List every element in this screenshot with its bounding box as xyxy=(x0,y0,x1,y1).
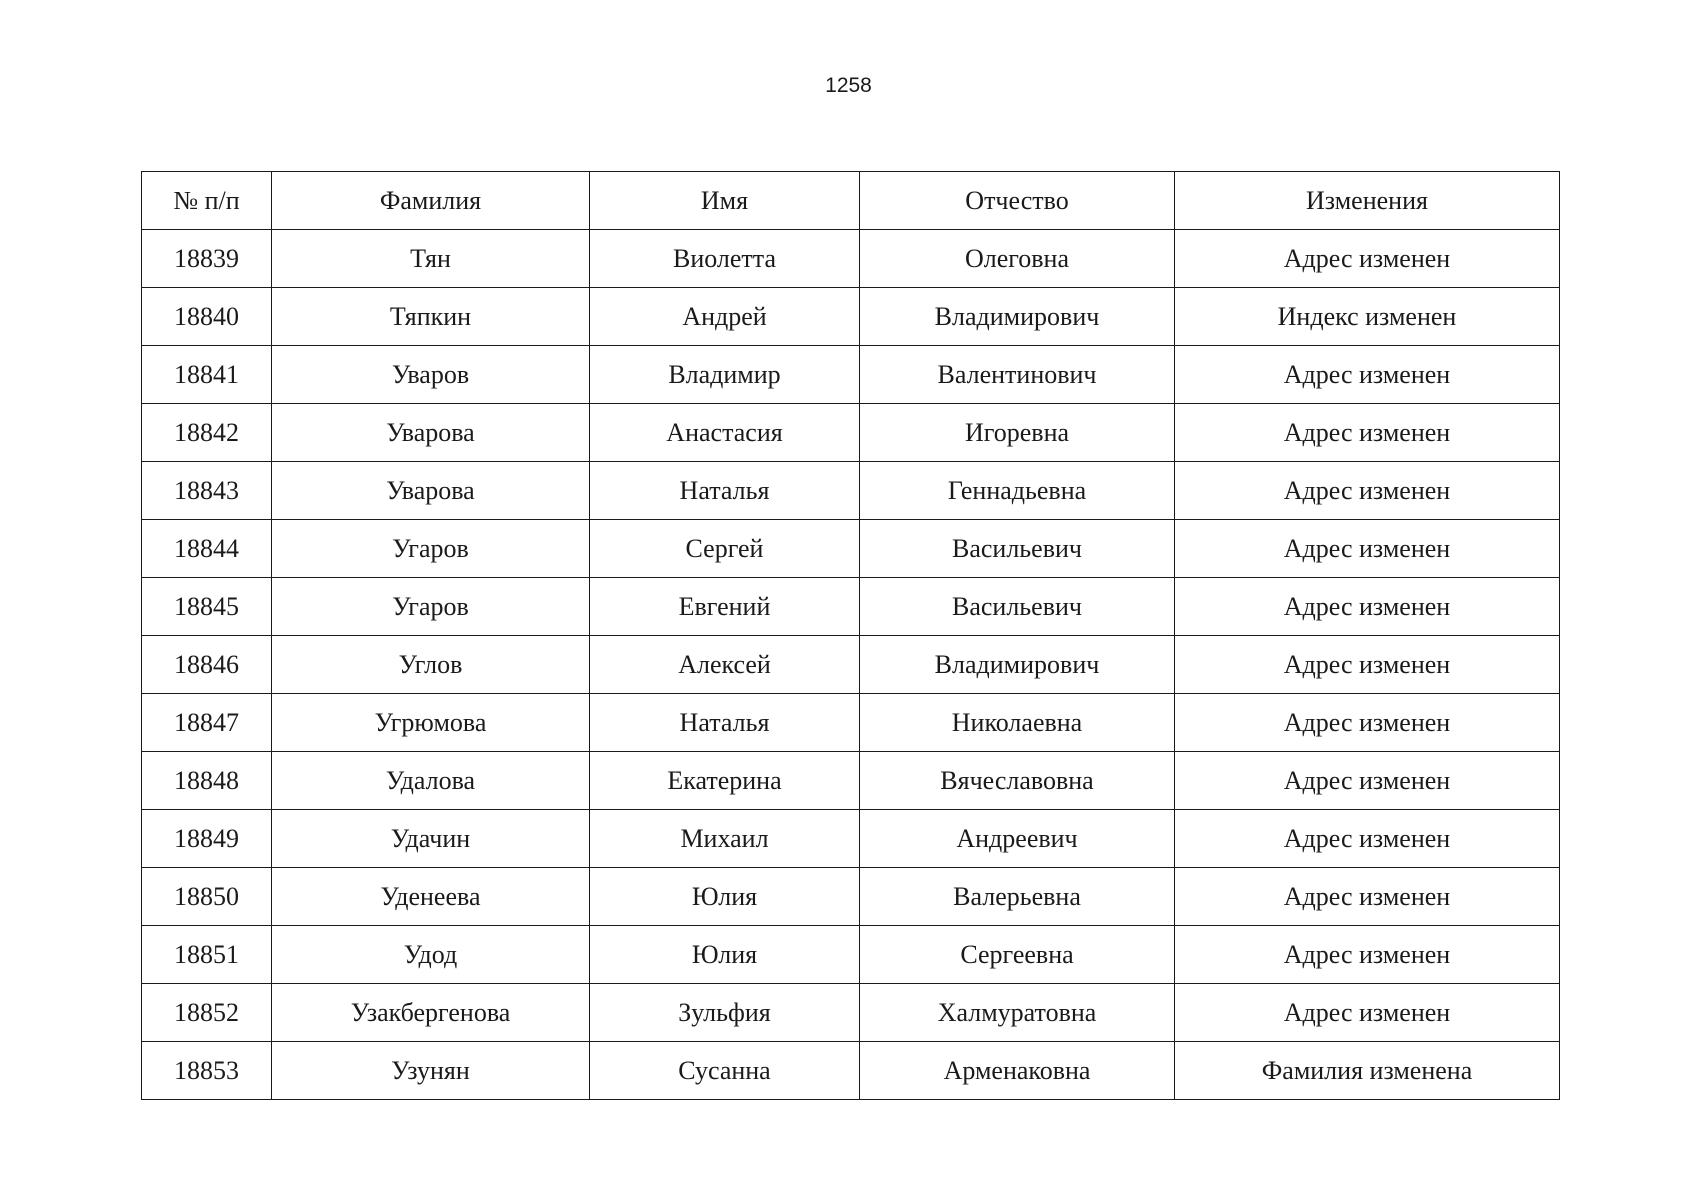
table-row xyxy=(142,984,1560,1042)
cell-patronymic: Вячеславовна xyxy=(860,752,1175,810)
header-last-name: Фамилия xyxy=(272,172,590,230)
cell-first-name: Анастасия xyxy=(590,404,860,462)
cell-last-name: Уварова xyxy=(272,404,590,462)
table-row xyxy=(142,346,1560,404)
cell-patronymic: Андреевич xyxy=(860,810,1175,868)
cell-last-name: Узакбергенова xyxy=(272,984,590,1042)
cell-patronymic: Арменаковна xyxy=(860,1042,1175,1100)
cell-changes: Адрес изменен xyxy=(1175,868,1560,926)
cell-changes: Адрес изменен xyxy=(1175,578,1560,636)
cell-patronymic: Владимирович xyxy=(860,636,1175,694)
table-row xyxy=(142,926,1560,984)
cell-num: 18853 xyxy=(142,1042,272,1100)
table-row xyxy=(142,694,1560,752)
cell-patronymic: Валентинович xyxy=(860,346,1175,404)
cell-changes: Адрес изменен xyxy=(1175,230,1560,288)
table-row xyxy=(142,636,1560,694)
cell-num: 18851 xyxy=(142,926,272,984)
cell-num: 18844 xyxy=(142,520,272,578)
cell-patronymic: Николаевна xyxy=(860,694,1175,752)
cell-first-name: Наталья xyxy=(590,462,860,520)
page-number: 1258 xyxy=(825,74,872,97)
cell-changes: Адрес изменен xyxy=(1175,694,1560,752)
cell-patronymic: Васильевич xyxy=(860,578,1175,636)
table-row xyxy=(142,462,1560,520)
cell-first-name: Сусанна xyxy=(590,1042,860,1100)
cell-last-name: Удалова xyxy=(272,752,590,810)
cell-patronymic: Сергеевна xyxy=(860,926,1175,984)
header-first-name: Имя xyxy=(590,172,860,230)
cell-patronymic: Васильевич xyxy=(860,520,1175,578)
table-row xyxy=(142,868,1560,926)
cell-first-name: Алексей xyxy=(590,636,860,694)
cell-num: 18846 xyxy=(142,636,272,694)
cell-first-name: Юлия xyxy=(590,868,860,926)
cell-last-name: Угаров xyxy=(272,578,590,636)
cell-patronymic: Валерьевна xyxy=(860,868,1175,926)
registry-table xyxy=(141,171,1560,1100)
header-changes: Изменения xyxy=(1175,172,1560,230)
table-row xyxy=(142,288,1560,346)
cell-last-name: Угаров xyxy=(272,520,590,578)
cell-last-name: Уварова xyxy=(272,462,590,520)
table-header xyxy=(142,172,1560,230)
cell-first-name: Андрей xyxy=(590,288,860,346)
table-row xyxy=(142,810,1560,868)
cell-num: 18841 xyxy=(142,346,272,404)
table-row xyxy=(142,752,1560,810)
table-body xyxy=(142,230,1560,1100)
cell-last-name: Уденеева xyxy=(272,868,590,926)
table-row xyxy=(142,230,1560,288)
cell-last-name: Удод xyxy=(272,926,590,984)
cell-patronymic: Владимирович xyxy=(860,288,1175,346)
cell-first-name: Владимир xyxy=(590,346,860,404)
cell-changes: Адрес изменен xyxy=(1175,462,1560,520)
cell-num: 18845 xyxy=(142,578,272,636)
cell-changes: Адрес изменен xyxy=(1175,984,1560,1042)
cell-changes: Адрес изменен xyxy=(1175,346,1560,404)
cell-last-name: Углов xyxy=(272,636,590,694)
header-row xyxy=(142,172,1560,230)
cell-changes: Адрес изменен xyxy=(1175,520,1560,578)
cell-last-name: Тяпкин xyxy=(272,288,590,346)
cell-num: 18847 xyxy=(142,694,272,752)
cell-first-name: Евгений xyxy=(590,578,860,636)
cell-num: 18850 xyxy=(142,868,272,926)
cell-num: 18842 xyxy=(142,404,272,462)
cell-changes: Адрес изменен xyxy=(1175,926,1560,984)
cell-last-name: Тян xyxy=(272,230,590,288)
cell-patronymic: Олеговна xyxy=(860,230,1175,288)
cell-patronymic: Халмуратовна xyxy=(860,984,1175,1042)
cell-num: 18840 xyxy=(142,288,272,346)
cell-last-name: Удачин xyxy=(272,810,590,868)
header-patronymic: Отчество xyxy=(860,172,1175,230)
header-num: № п/п xyxy=(142,172,272,230)
cell-first-name: Юлия xyxy=(590,926,860,984)
cell-patronymic: Геннадьевна xyxy=(860,462,1175,520)
table-row xyxy=(142,520,1560,578)
cell-changes: Фамилия изменена xyxy=(1175,1042,1560,1100)
cell-last-name: Уваров xyxy=(272,346,590,404)
cell-first-name: Михаил xyxy=(590,810,860,868)
cell-first-name: Екатерина xyxy=(590,752,860,810)
cell-last-name: Угрюмова xyxy=(272,694,590,752)
table-row xyxy=(142,1042,1560,1100)
cell-changes: Индекс изменен xyxy=(1175,288,1560,346)
cell-first-name: Наталья xyxy=(590,694,860,752)
cell-changes: Адрес изменен xyxy=(1175,636,1560,694)
cell-patronymic: Игоревна xyxy=(860,404,1175,462)
cell-last-name: Узунян xyxy=(272,1042,590,1100)
cell-first-name: Сергей xyxy=(590,520,860,578)
cell-first-name: Зульфия xyxy=(590,984,860,1042)
table-row xyxy=(142,404,1560,462)
cell-changes: Адрес изменен xyxy=(1175,404,1560,462)
cell-num: 18849 xyxy=(142,810,272,868)
cell-num: 18852 xyxy=(142,984,272,1042)
cell-changes: Адрес изменен xyxy=(1175,810,1560,868)
cell-changes: Адрес изменен xyxy=(1175,752,1560,810)
cell-num: 18843 xyxy=(142,462,272,520)
cell-num: 18848 xyxy=(142,752,272,810)
table-row xyxy=(142,578,1560,636)
cell-first-name: Виолетта xyxy=(590,230,860,288)
cell-num: 18839 xyxy=(142,230,272,288)
